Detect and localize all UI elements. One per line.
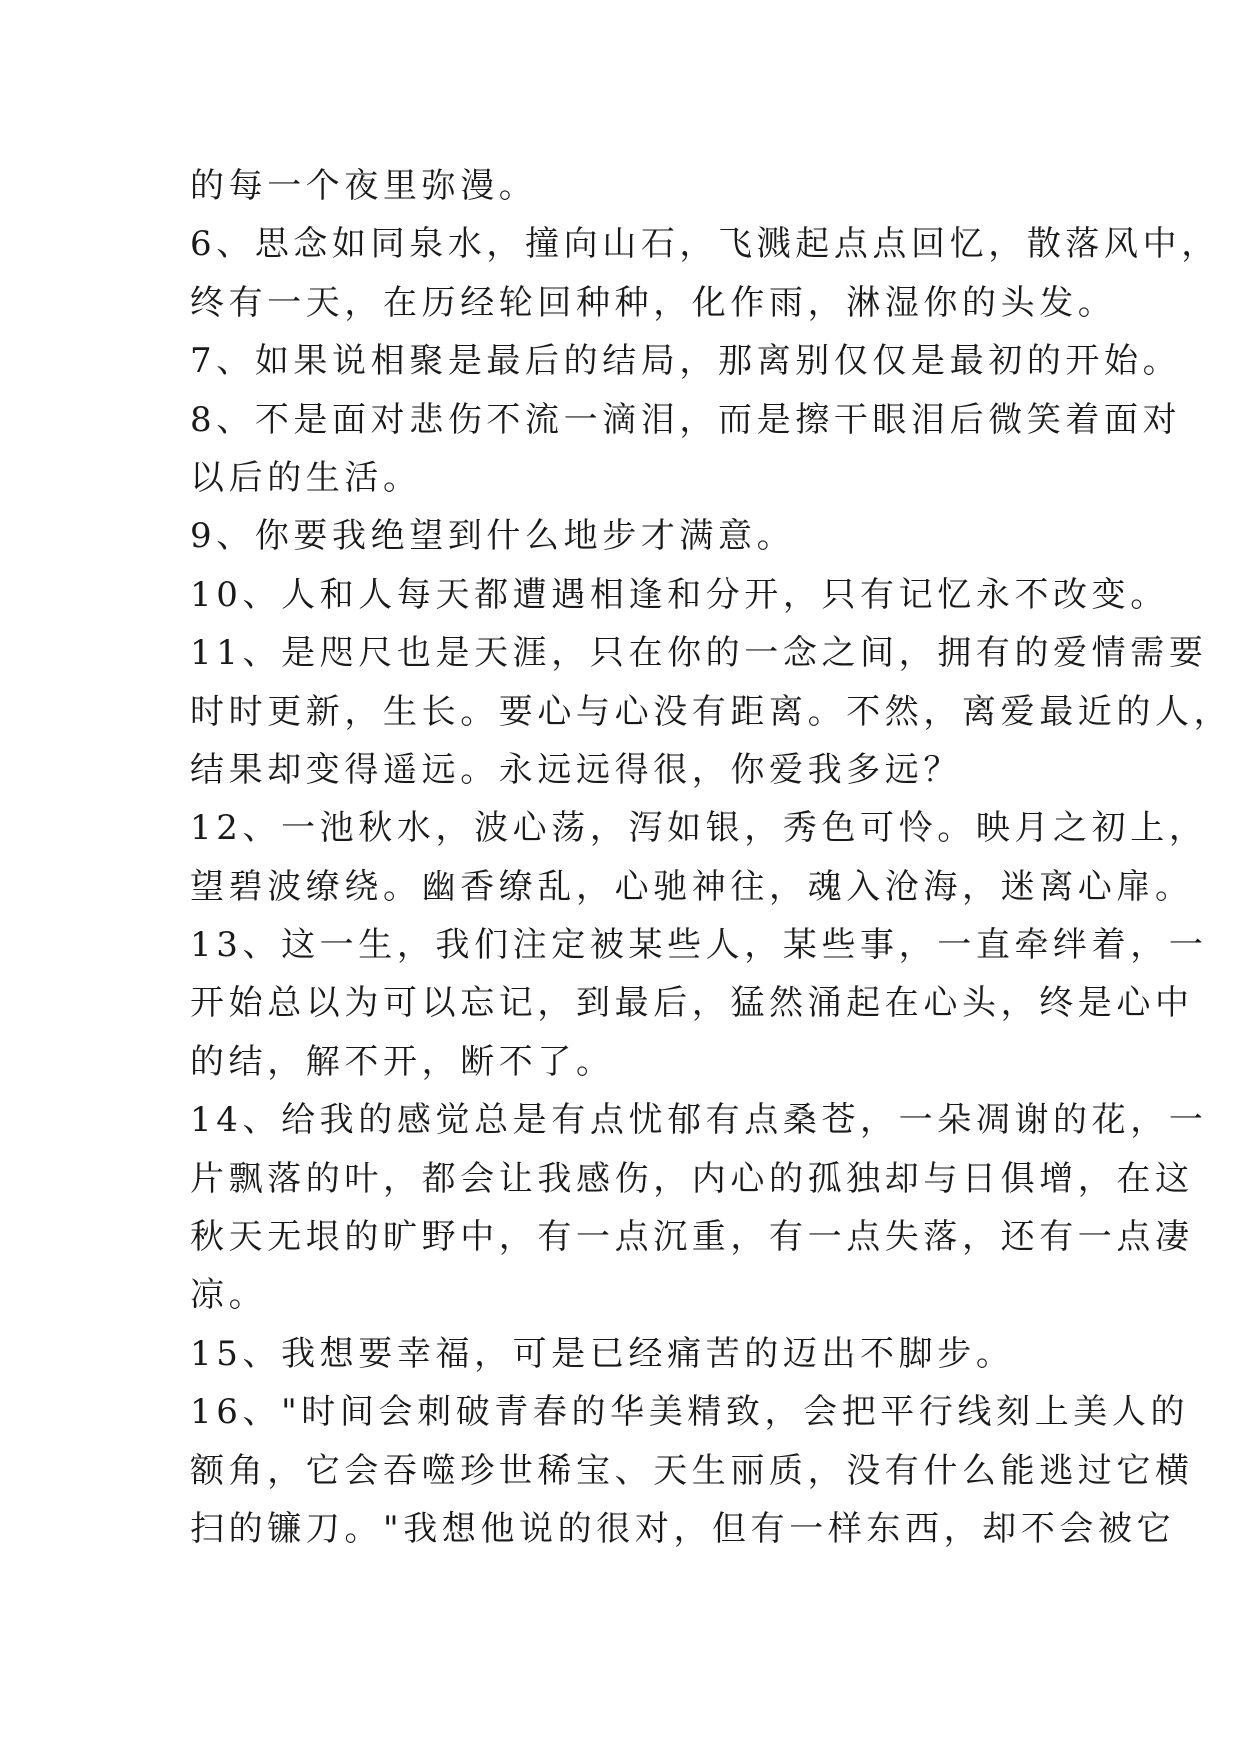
- text-line: 的每一个夜里弥漫。: [190, 166, 538, 206]
- text-line: 秋天无垠的旷野中，有一点沉重，有一点失落，还有一点凄: [190, 1217, 1194, 1258]
- text-line: 以后的生活。: [190, 457, 422, 498]
- text-line: 终有一天，在历经轮回种种，化作雨，淋湿你的头发。: [190, 282, 1117, 323]
- text-line: 凉。: [190, 1275, 268, 1316]
- text-line: 15、我想要幸福，可是已经痛苦的迈出不脚步。: [190, 1333, 1015, 1374]
- text-line: 8、不是面对悲伤不流一滴泪，而是擦干眼泪后微笑着面对: [190, 399, 1182, 440]
- text-line: 14、给我的感觉总是有点忧郁有点桑苍，一朵凋谢的花，一: [190, 1100, 1208, 1141]
- text-line: 9、你要我绝望到什么地步才满意。: [190, 516, 796, 557]
- text-line: 16、"时间会刺破青春的华美精致，会把平行线刻上美人的: [190, 1392, 1190, 1433]
- document-body: [190, 157, 1233, 1558]
- text-line: 望碧波缭绕。幽香缭乱，心驰神往，魂入沧海，迷离心扉。: [190, 866, 1194, 907]
- text-line: 时时更新，生长。要心与心没有距离。不然，离爱最近的人，: [190, 691, 1233, 732]
- text-line: 7、如果说相聚是最后的结局，那离别仅仅是最初的开始。: [190, 341, 1182, 382]
- text-line: 10、人和人每天都遭遇相逢和分开，只有记忆永不改变。: [190, 574, 1169, 615]
- text-line: 片飘落的叶，都会让我感伤，内心的孤独却与日俱增，在这: [190, 1158, 1194, 1199]
- text-line: 的结，解不开，断不了。: [190, 1041, 615, 1082]
- text-line: 额角，它会吞噬珍世稀宝、天生丽质，没有什么能逃过它横: [190, 1450, 1194, 1491]
- text-line: 11、是咫尺也是天涯，只在你的一念之间，拥有的爱情需要: [190, 633, 1208, 674]
- text-line: 结果却变得遥远。永远远得很，你爱我多远？: [190, 749, 962, 790]
- text-line: 扫的镰刀。"我想他说的很对，但有一样东西，却不会被它: [190, 1508, 1176, 1549]
- text-line: 开始总以为可以忘记，到最后，猛然涌起在心头，终是心中: [190, 983, 1194, 1024]
- text-line: 6、思念如同泉水，撞向山石，飞溅起点点回忆，散落风中，: [190, 224, 1220, 265]
- text-line: 13、这一生，我们注定被某些人，某些事，一直牵绊着，一: [190, 925, 1208, 966]
- text-line: 12、一池秋水，波心荡，泻如银，秀色可怜。映月之初上，: [190, 808, 1208, 849]
